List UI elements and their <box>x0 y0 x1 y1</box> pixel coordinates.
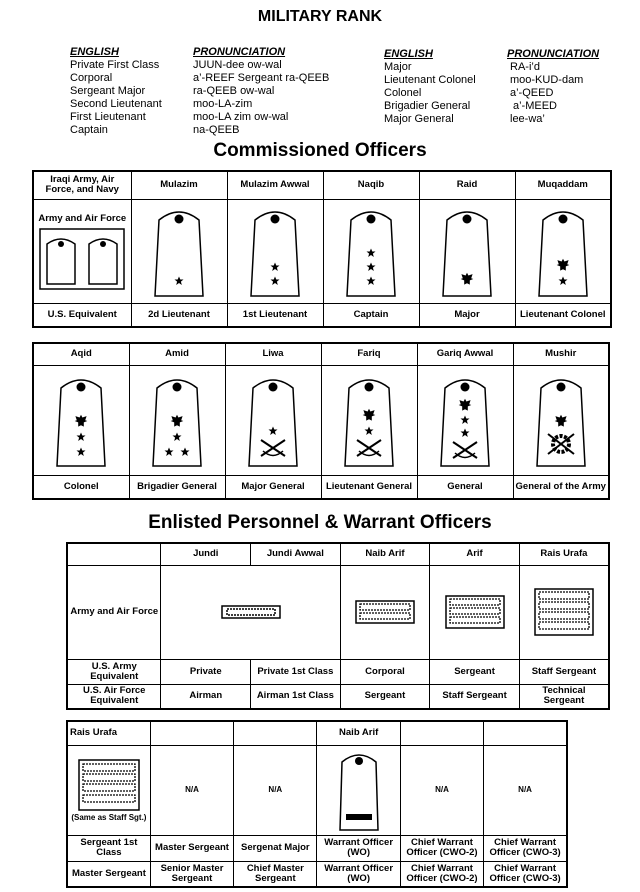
pronunciation-header: PRONUNCIATION <box>507 48 600 60</box>
us-rank: 2d Lieutenant <box>131 303 227 327</box>
insignia-liwa <box>225 365 321 475</box>
rank-name: Gariq Awwal <box>417 343 513 365</box>
us-army-rank: Warrant Officer (WO) <box>317 835 400 861</box>
shoulder-board-eagle-two-stars-swords-icon <box>435 370 495 470</box>
shoulder-board-bar-icon <box>337 748 381 832</box>
rank-name <box>234 721 317 745</box>
us-army-rank: Private 1st Class <box>251 659 341 684</box>
staff-sgt-note: (Same as Staff Sgt.) <box>71 812 147 822</box>
page-title: MILITARY RANK <box>257 8 383 25</box>
english-header: ENGLISH <box>384 48 433 60</box>
pron-row: Second Lieutenant moo-LA-zim <box>70 98 253 110</box>
insignia-muqaddam <box>515 199 611 303</box>
insignia-rais-urafa-2 <box>67 745 150 835</box>
rank-name: Rais Urafa <box>519 543 609 565</box>
pron-row: Brigadier General a’-MEED <box>384 100 558 112</box>
insignia-naqib <box>323 199 419 303</box>
us-army-rank: Sergeant <box>430 659 520 684</box>
us-army-rank: Staff Sergeant <box>519 659 609 684</box>
us-rank: Major General <box>225 475 321 499</box>
insignia-aqid <box>33 365 129 475</box>
us-army-rank: Chief Warrant Officer (CWO-2) <box>400 835 483 861</box>
us-af-rank: Airman 1st Class <box>251 684 341 709</box>
rank-name <box>400 721 483 745</box>
pron-row: Lieutenant Colonel moo-KUD-dam <box>384 74 584 86</box>
rank-name: Arif <box>430 543 520 565</box>
commissioned-heading: Commissioned Officers <box>213 140 427 161</box>
rank-name: Rais Urafa <box>67 721 150 745</box>
pronunciation-header: PRONUNCIATION <box>193 46 286 58</box>
pron-row: Major RA-i’d <box>384 61 540 73</box>
pron-row: Corporal a’-REEF Sergeant ra-QEEB <box>70 72 330 84</box>
us-army-rank: Master Sergeant <box>150 835 233 861</box>
empty-corner <box>67 543 161 565</box>
us-army-label: U.S. Army Equivalent <box>67 659 161 684</box>
branch-label: Army and Air Force <box>67 565 161 659</box>
rank-name: Jundi Awwal <box>251 543 341 565</box>
rank-name: Mulazim <box>131 171 227 199</box>
pronunciation-guide-right <box>384 48 624 126</box>
us-air-force-label: U.S. Air Force Equivalent <box>67 684 161 709</box>
us-equivalent-label: U.S. Equivalent <box>33 303 131 327</box>
us-rank: Captain <box>323 303 419 327</box>
shoulder-board-eagle-three-stars-icon <box>147 370 207 470</box>
insignia-mulazim-awwal <box>227 199 323 303</box>
commissioned-table-2 <box>32 342 610 500</box>
shoulder-boards-icon <box>39 228 125 290</box>
insignia-fariq <box>321 365 417 475</box>
rank-name <box>484 721 567 745</box>
enlisted-table <box>66 542 610 710</box>
branch-cell <box>33 199 131 303</box>
rank-name: Jundi <box>161 543 251 565</box>
pron-row: Sergeant Major ra-QEEB ow-wal <box>70 85 275 97</box>
us-af-rank: Staff Sergeant <box>430 684 520 709</box>
shoulder-board-eagle-two-stars-icon <box>51 370 111 470</box>
insignia-amid <box>129 365 225 475</box>
shoulder-board-eagle-star-swords-icon <box>339 370 399 470</box>
shoulder-board-eagle-icon <box>437 202 497 300</box>
us-af-rank: Sergeant <box>340 684 430 709</box>
shoulder-board-two-stars-icon <box>245 202 305 300</box>
pronunciation-guide-left <box>70 46 380 137</box>
two-stripe-bar-icon <box>355 600 415 624</box>
pron-row: First Lieutenant moo-LA zim ow-wal <box>70 111 289 123</box>
rank-name: Naib Arif <box>317 721 400 745</box>
insignia-naib-arif <box>340 565 430 659</box>
us-af-rank: Warrant Officer (WO) <box>317 861 400 887</box>
us-rank: Lieutenant General <box>321 475 417 499</box>
us-army-rank: Sergenat Major <box>234 835 317 861</box>
rank-name: Mulazim Awwal <box>227 171 323 199</box>
commissioned-table-1 <box>32 170 612 328</box>
pron-row: Private First Class JUUN-dee ow-wal <box>70 59 282 71</box>
us-army-rank: Chief Warrant Officer (CWO-3) <box>484 835 567 861</box>
us-rank: Major <box>419 303 515 327</box>
insignia-warrant-officer <box>317 745 400 835</box>
us-army-rank: Sergeant 1st Class <box>67 835 150 861</box>
us-af-rank: Airman <box>161 684 251 709</box>
rank-name: Naib Arif <box>340 543 430 565</box>
rank-name: Aqid <box>33 343 129 365</box>
not-applicable: N/A <box>234 745 317 835</box>
insignia-arif <box>430 565 520 659</box>
rank-name: Liwa <box>225 343 321 365</box>
rank-name: Raid <box>419 171 515 199</box>
one-stripe-bar-icon <box>221 605 281 619</box>
us-rank: Lieutenant Colonel <box>515 303 611 327</box>
four-stripe-bar-icon <box>534 588 594 636</box>
us-af-rank: Master Sergeant <box>67 861 150 887</box>
warrant-table <box>66 720 568 888</box>
pron-row: Major General lee-wa’ <box>384 113 545 125</box>
enlisted-heading: Enlisted Personnel & Warrant Officers <box>148 512 492 533</box>
insignia-jundi-awwal <box>161 565 340 659</box>
us-rank: Brigadier General <box>129 475 225 499</box>
corner-label: Iraqi Army, Air Force, and Navy <box>33 171 131 199</box>
insignia-mulazim <box>131 199 227 303</box>
us-army-rank: Private <box>161 659 251 684</box>
shoulder-board-eagle-wreath-icon <box>531 370 591 470</box>
insignia-raid <box>419 199 515 303</box>
shoulder-board-one-star-icon <box>149 202 209 300</box>
three-stripe-bar-icon <box>445 595 505 629</box>
insignia-mushir <box>513 365 609 475</box>
us-af-rank: Senior Master Sergeant <box>150 861 233 887</box>
us-af-rank: Chief Master Sergeant <box>234 861 317 887</box>
four-stripe-bar-icon <box>78 759 140 811</box>
branch-label: Army and Air Force <box>38 212 127 224</box>
shoulder-board-star-swords-icon <box>243 370 303 470</box>
rank-name: Mushir <box>513 343 609 365</box>
rank-name <box>150 721 233 745</box>
english-header: ENGLISH <box>70 46 119 58</box>
insignia-gariq-awwal <box>417 365 513 475</box>
rank-name: Naqib <box>323 171 419 199</box>
us-rank: Colonel <box>33 475 129 499</box>
us-af-rank: Chief Warrant Officer (CWO-2) <box>400 861 483 887</box>
pron-row: Colonel a’-QEED <box>384 87 554 99</box>
shoulder-board-eagle-star-icon <box>533 202 593 300</box>
us-rank: General of the Army <box>513 475 609 499</box>
us-af-rank: Technical Sergeant <box>519 684 609 709</box>
not-applicable: N/A <box>484 745 567 835</box>
rank-name: Fariq <box>321 343 417 365</box>
not-applicable: N/A <box>150 745 233 835</box>
rank-name: Muqaddam <box>515 171 611 199</box>
insignia-rais-urafa <box>519 565 609 659</box>
us-af-rank: Chief Warrant Officer (CWO-3) <box>484 861 567 887</box>
not-applicable: N/A <box>400 745 483 835</box>
pron-row: Captain na-QEEB <box>70 124 240 136</box>
us-rank: 1st Lieutenant <box>227 303 323 327</box>
shoulder-board-three-stars-icon <box>341 202 401 300</box>
rank-name: Amid <box>129 343 225 365</box>
us-rank: General <box>417 475 513 499</box>
us-army-rank: Corporal <box>340 659 430 684</box>
